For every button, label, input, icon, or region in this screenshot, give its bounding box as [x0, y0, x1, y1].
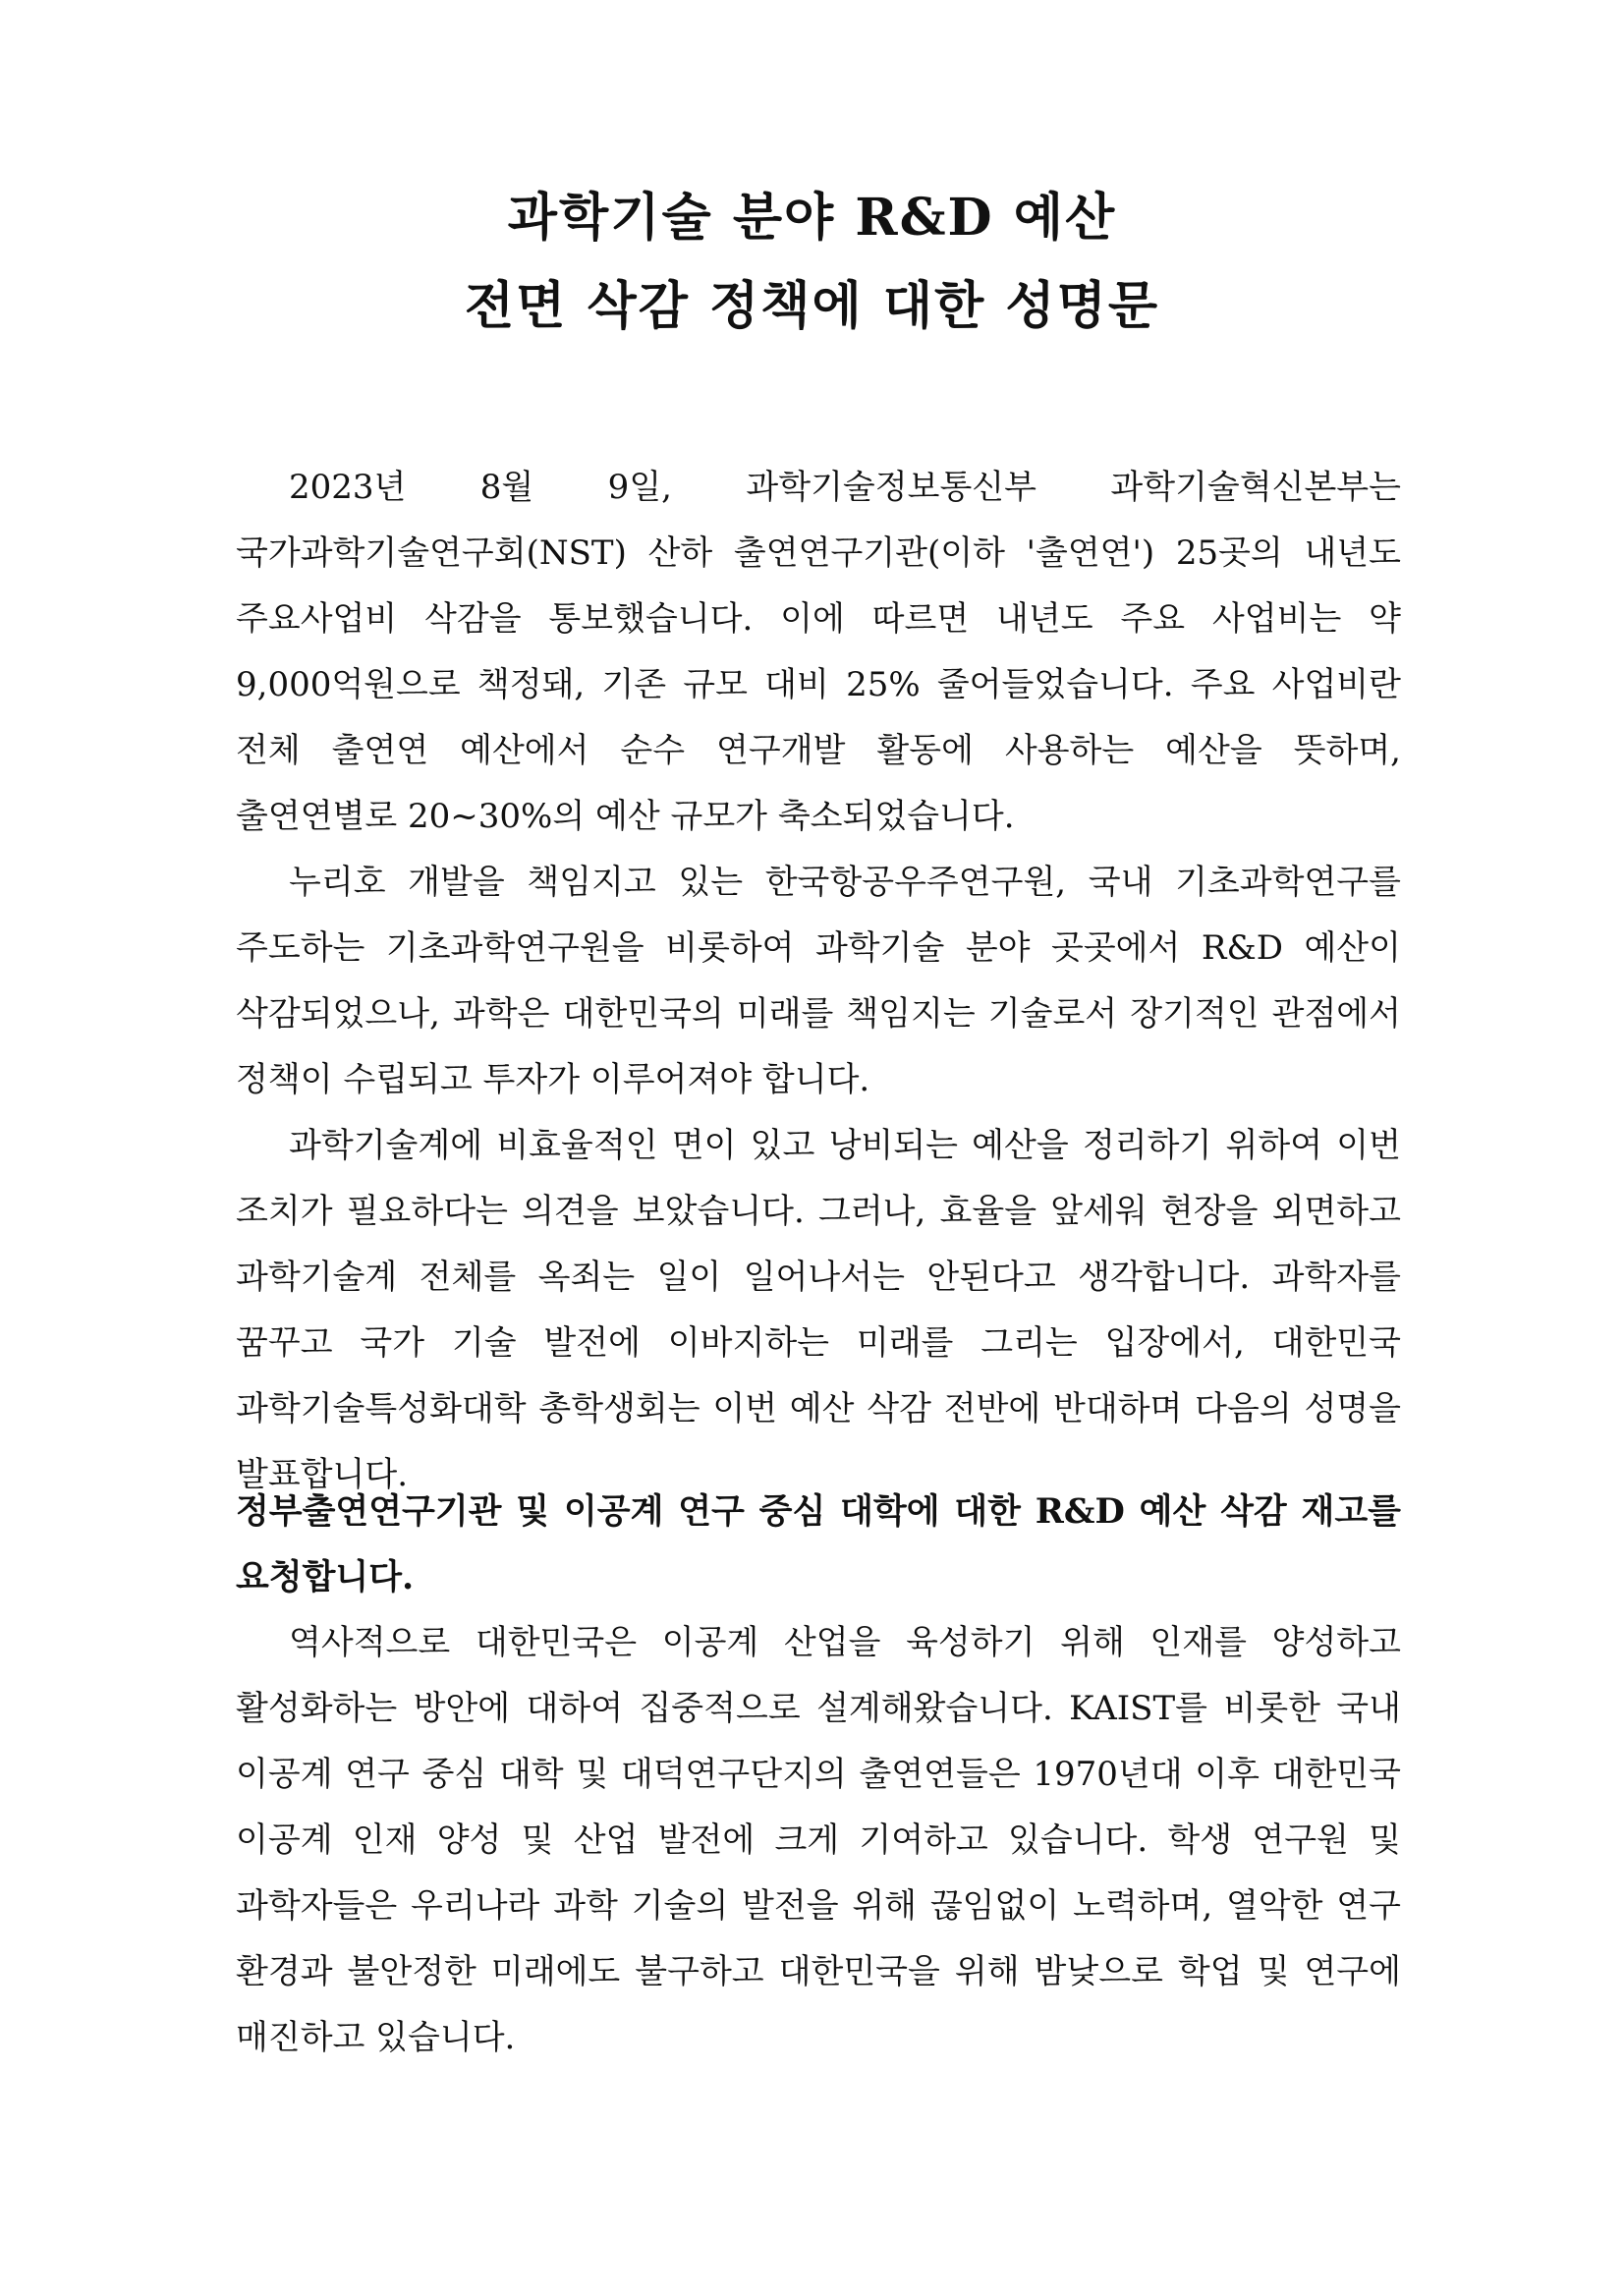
document-title-line2: 전면 삭감 정책에 대한 성명문	[464, 276, 1160, 336]
paragraph-2: 누리호 개발을 책임지고 있는 한국항공우주연구원, 국내 기초과학연구를 주도하는 기초과학연구원을 비롯하여 과학기술 분야 곳곳에서 R&D 예산이 삭감되었으나, 과학은 대한민국의 미래를 책임지는 기술로서 장기적인 관점에서 정책이 수립되고 투자가 이루어져야 합니다.	[236, 863, 1401, 1099]
paragraph-3: 과학기술계에 비효율적인 면이 있고 낭비되는 예산을 정리하기 위하여 이번 조치가 필요하다는 의견을 보았습니다. 그러나, 효율을 앞세워 현장을 외면하고 과학기술계 전체를 옥죄는 일이 일어나서는 안된다고 생각합니다. 과학자를 꿈꾸고 국가 기술 발전에 이바지하는 미래를 그리는 입장에서, 대한민국 과학기술특성화대학 총학생회는 이번 예산 삭감 전반에 반대하며 다음의 성명을 발표합니다.	[236, 1126, 1401, 1494]
section-heading: 정부출연연구기관 및 이공계 연구 중심 대학에 대한 R&D 예산 삭감 재고를 요청합니다.	[236, 1491, 1401, 1597]
section-paragraph: 역사적으로 대한민국은 이공계 산업을 육성하기 위해 인재를 양성하고 활성화하는 방안에 대하여 집중적으로 설계해왔습니다. KAIST를 비롯한 국내 이공계 연구 중심 대학 및 대덕연구단지의 출연연들은 1970년대 이후 대한민국 이공계 인재 양성 및 산업 발전에 크게 기여하고 있습니다. 학생 연구원 및 과학자들은 우리나라 과학 기술의 발전을 위해 끊임없이 노력하며, 열악한 연구 환경과 불안정한 미래에도 불구하고 대한민국을 위해 밤낮으로 학업 및 연구에 매진하고 있습니다.	[236, 1623, 1401, 2057]
intro-body	[236, 455, 1401, 1508]
document-title-line1: 과학기술 분야 R&D 예산	[507, 188, 1117, 248]
section-body	[236, 1610, 1401, 2071]
paragraph-1: 2023년 8월 9일, 과학기술정보통신부 과학기술혁신본부는 국가과학기술연구회(NST) 산하 출연연구기관(이하 '출연연') 25곳의 내년도 주요사업비 삭감을 통보했습니다. 이에 따르면 내년도 주요 사업비는 약 9,000억원으로 책정돼, 기존 규모 대비 25% 줄어들었습니다. 주요 사업비란 전체 출연연 예산에서 순수 연구개발 활동에 사용하는 예산을 뜻하며, 출연연별로 20~30%의 예산 규모가 축소되었습니다.	[236, 468, 1401, 836]
